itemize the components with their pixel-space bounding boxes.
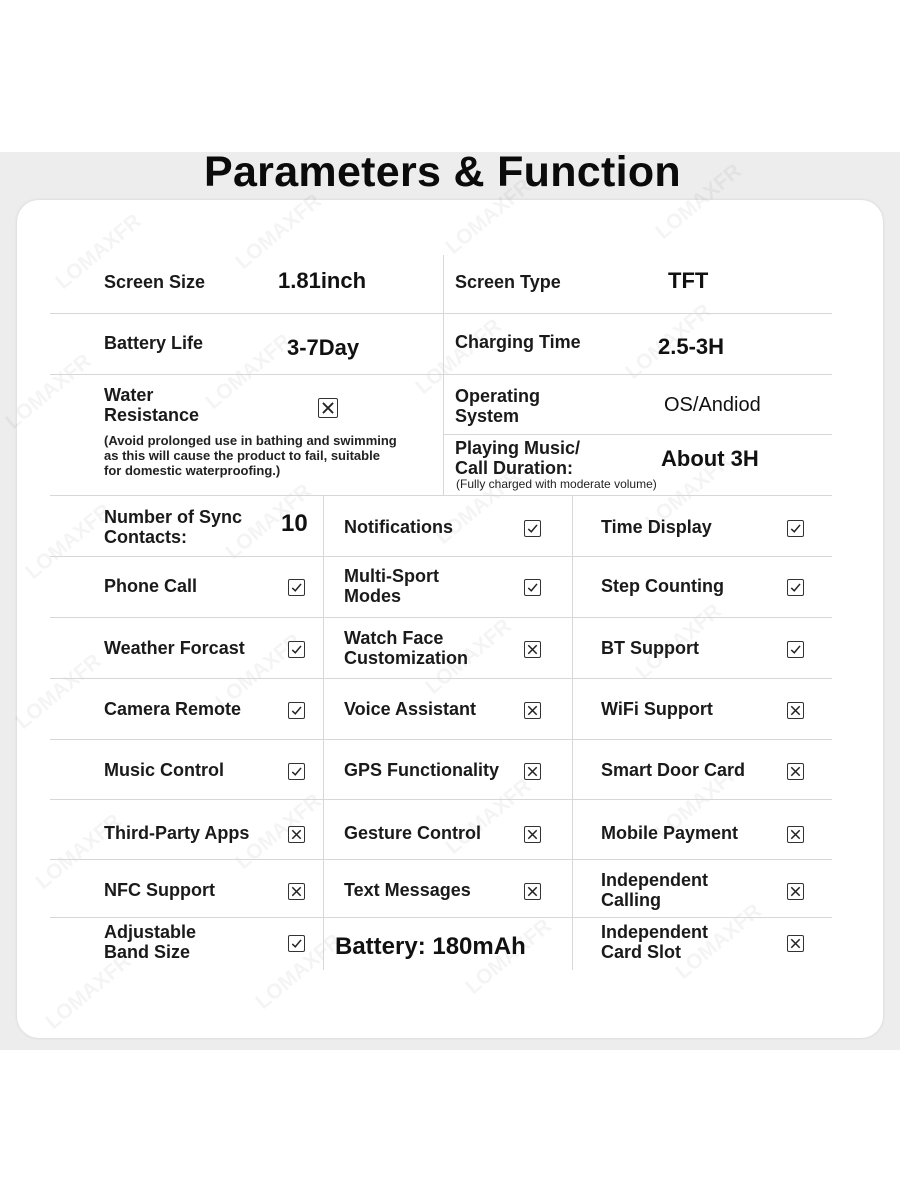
charging-time-label: Charging Time: [455, 332, 581, 352]
feature-label: Third-Party Apps: [104, 823, 250, 843]
playing-music-label: Playing Music/ Call Duration:: [455, 438, 581, 478]
sync-contacts-value: 10: [281, 510, 308, 537]
water-resistance-note: (Avoid prolonged use in bathing and swimming as this will cause the product to fail, suitable for domestic waterproofing.): [104, 433, 397, 478]
feature-check-icon: [787, 520, 804, 537]
feature-label: Text Messages: [344, 880, 471, 900]
feature-cross-icon: [288, 826, 305, 843]
divider: [50, 739, 832, 740]
feature-label: Mobile Payment: [601, 823, 739, 843]
feature-label: Smart Door Card: [601, 760, 746, 780]
feature-label: Music Control: [104, 760, 224, 780]
feature-check-icon: [524, 579, 541, 596]
feature-cross-icon: [524, 641, 541, 658]
divider: [50, 617, 832, 618]
feature-cross-icon: [524, 883, 541, 900]
feature-cross-icon: [787, 826, 804, 843]
feature-cross-icon: [787, 883, 804, 900]
feature-check-icon: [524, 520, 541, 537]
feature-cross-icon: [524, 763, 541, 780]
feature-label: Weather Forcast: [104, 638, 245, 658]
feature-label: Notifications: [344, 517, 454, 537]
screen-type-label: Screen Type: [455, 272, 561, 292]
page-title: Parameters & Function: [203, 148, 682, 196]
watermark-text: [21, 499, 116, 584]
feature-check-icon: [288, 702, 305, 719]
divider: [50, 678, 832, 679]
feature-label: Phone Call: [104, 576, 198, 596]
feature-cross-icon: [787, 702, 804, 719]
divider: [572, 495, 573, 970]
divider: [50, 799, 832, 800]
sync-contacts-label: Number of Sync Contacts:: [104, 507, 243, 547]
feature-label: Multi-Sport Modes: [344, 566, 439, 606]
divider: [50, 495, 832, 496]
divider: [50, 859, 832, 860]
feature-label: Camera Remote: [104, 699, 242, 719]
feature-label: WiFi Support: [601, 699, 713, 719]
feature-cross-icon: [524, 826, 541, 843]
feature-check-icon: [288, 763, 305, 780]
feature-label: NFC Support: [104, 880, 215, 900]
feature-check-icon: [288, 935, 305, 952]
charging-time-value: 2.5-3H: [658, 334, 725, 359]
feature-cross-icon: [787, 935, 804, 952]
divider: [50, 556, 832, 557]
screen-size-label: Screen Size: [104, 272, 206, 292]
feature-label: GPS Functionality: [344, 760, 500, 780]
watermark-text: [201, 329, 296, 414]
watermark-text: [231, 189, 326, 274]
divider: [50, 374, 832, 375]
feature-check-icon: [787, 641, 804, 658]
divider: [443, 255, 444, 495]
operating-system-value: OS/Andiod: [664, 394, 761, 416]
playing-music-note: (Fully charged with moderate volume): [456, 477, 657, 491]
feature-label: Independent Card Slot: [601, 922, 708, 962]
feature-check-icon: [787, 579, 804, 596]
feature-label: Adjustable Band Size: [104, 922, 197, 962]
feature-check-icon: [288, 579, 305, 596]
screen-type-value: TFT: [668, 268, 709, 293]
water-resistance-cross-icon: [318, 398, 338, 418]
feature-label: Time Display: [601, 517, 712, 537]
battery-capacity-text: Battery: 180mAh: [335, 933, 526, 960]
battery-life-value: 3-7Day: [287, 335, 360, 360]
spec-card: [17, 200, 883, 1038]
divider: [50, 313, 832, 314]
feature-check-icon: [288, 641, 305, 658]
feature-cross-icon: [787, 763, 804, 780]
watermark-text: [11, 649, 106, 734]
watermark-text: [41, 949, 136, 1034]
water-resistance-label: Water Resistance: [104, 385, 200, 425]
operating-system-label: Operating System: [455, 386, 541, 426]
feature-label: Independent Calling: [601, 870, 708, 910]
screen-size-value: 1.81inch: [278, 268, 367, 293]
watermark-text: [441, 774, 536, 859]
divider: [444, 434, 832, 435]
feature-cross-icon: [288, 883, 305, 900]
feature-label: Gesture Control: [344, 823, 482, 843]
playing-music-value: About 3H: [661, 446, 759, 471]
feature-label: Watch Face Customization: [344, 628, 468, 668]
feature-label: BT Support: [601, 638, 699, 658]
feature-label: Step Counting: [601, 576, 724, 596]
feature-cross-icon: [524, 702, 541, 719]
battery-life-label: Battery Life: [104, 333, 204, 353]
divider: [323, 495, 324, 970]
divider: [50, 917, 832, 918]
feature-label: Voice Assistant: [344, 699, 477, 719]
